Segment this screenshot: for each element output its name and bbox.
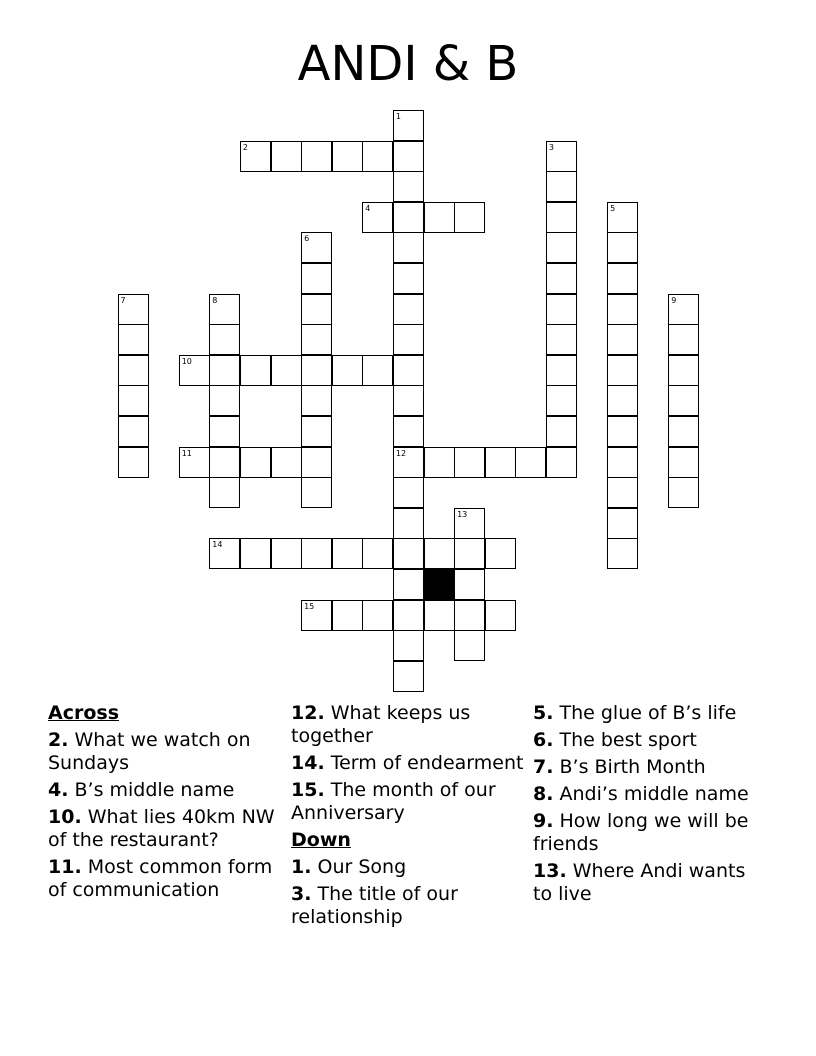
clue-column-2 <box>291 702 527 933</box>
clue-number-label: 7 <box>120 295 126 305</box>
grid-cell[interactable] <box>393 600 424 631</box>
grid-cell[interactable] <box>668 355 699 386</box>
grid-cell[interactable] <box>607 263 638 294</box>
grid-cell[interactable] <box>301 263 332 294</box>
grid-cell[interactable] <box>240 355 271 386</box>
grid-cell[interactable] <box>485 600 516 631</box>
grid-cell[interactable] <box>209 416 240 447</box>
grid-cell[interactable] <box>362 355 393 386</box>
grid-cell[interactable] <box>209 477 240 508</box>
clue-down-5: 5. The glue of B’s life <box>533 702 737 724</box>
grid-cell[interactable] <box>209 447 240 478</box>
grid-cell[interactable] <box>209 538 240 569</box>
grid-cell[interactable] <box>668 294 699 325</box>
grid-cell[interactable] <box>301 538 332 569</box>
grid-cell[interactable] <box>332 141 363 172</box>
grid-cell[interactable] <box>209 324 240 355</box>
grid-cell[interactable] <box>362 538 393 569</box>
grid-cell[interactable] <box>454 447 485 478</box>
grid-cell[interactable] <box>546 447 577 478</box>
clue-down-1: 1. Our Song <box>291 856 407 878</box>
grid-cell[interactable] <box>271 538 302 569</box>
grid-cell[interactable] <box>607 538 638 569</box>
grid-cell[interactable] <box>301 141 332 172</box>
clue-across-14: 14. Term of endearment <box>291 752 524 774</box>
grid-cell[interactable] <box>485 538 516 569</box>
grid-cell[interactable] <box>393 263 424 294</box>
grid-cell[interactable] <box>607 294 638 325</box>
grid-cell[interactable] <box>393 294 424 325</box>
grid-cell[interactable] <box>240 447 271 478</box>
clue-across-15: 15. The month of our Anniversary <box>291 779 496 824</box>
grid-cell[interactable] <box>209 355 240 386</box>
grid-cell[interactable] <box>607 232 638 263</box>
grid-cell[interactable] <box>393 538 424 569</box>
grid-cell[interactable] <box>607 355 638 386</box>
grid-cell[interactable] <box>546 294 577 325</box>
clue-column-1 <box>48 702 284 906</box>
grid-cell[interactable] <box>424 447 455 478</box>
grid-cell[interactable] <box>301 477 332 508</box>
grid-cell[interactable] <box>515 447 546 478</box>
grid-cell[interactable] <box>209 294 240 325</box>
clue-number-label: 3 <box>548 142 554 152</box>
clue-down-7: 7. B’s Birth Month <box>533 756 706 778</box>
grid-cell[interactable] <box>332 355 363 386</box>
grid-cell[interactable] <box>546 385 577 416</box>
grid-cell[interactable] <box>546 324 577 355</box>
grid-cell[interactable] <box>546 202 577 233</box>
clue-across-4: 4. B’s middle name <box>48 779 235 801</box>
grid-cell[interactable] <box>546 141 577 172</box>
grid-cell[interactable] <box>668 385 699 416</box>
grid-cell[interactable] <box>393 416 424 447</box>
grid-cell[interactable] <box>118 385 149 416</box>
clue-number-label: 12 <box>395 448 407 458</box>
grid-cell[interactable] <box>668 324 699 355</box>
grid-cell[interactable] <box>454 600 485 631</box>
grid-cell[interactable] <box>301 294 332 325</box>
grid-cell[interactable] <box>454 630 485 661</box>
clue-number-label: 4 <box>365 203 371 213</box>
grid-cell[interactable] <box>454 202 485 233</box>
grid-cell[interactable] <box>393 630 424 661</box>
clue-column-3 <box>533 702 769 910</box>
grid-cell[interactable] <box>393 569 424 600</box>
grid-cell[interactable] <box>607 477 638 508</box>
grid-cell[interactable] <box>454 538 485 569</box>
grid-cell[interactable] <box>301 600 332 631</box>
clue-number-label: 13 <box>457 509 468 519</box>
grid-cell[interactable] <box>607 416 638 447</box>
down-heading: Down <box>291 829 351 851</box>
grid-cell[interactable] <box>362 202 393 233</box>
grid-cell[interactable] <box>393 202 424 233</box>
clue-down-13: 13. Where Andi wants to live <box>533 860 746 905</box>
clue-across-11: 11. Most common form of communication <box>48 856 273 901</box>
clue-number-label: 2 <box>242 142 248 152</box>
grid-cell[interactable] <box>393 232 424 263</box>
grid-cell[interactable] <box>393 110 424 141</box>
grid-block <box>424 569 455 600</box>
grid-cell[interactable] <box>332 600 363 631</box>
grid-cell[interactable] <box>301 385 332 416</box>
grid-cell[interactable] <box>607 385 638 416</box>
clue-number-label: 1 <box>395 112 401 121</box>
grid-cell[interactable] <box>393 171 424 202</box>
grid-cell[interactable] <box>393 141 424 172</box>
grid-cell[interactable] <box>546 263 577 294</box>
grid-cell[interactable] <box>118 355 149 386</box>
grid-cell[interactable] <box>546 355 577 386</box>
grid-cell[interactable] <box>362 141 393 172</box>
grid-cell[interactable] <box>424 600 455 631</box>
grid-cell[interactable] <box>393 355 424 386</box>
grid-cell[interactable] <box>301 324 332 355</box>
grid-cell[interactable] <box>546 171 577 202</box>
grid-cell[interactable] <box>118 294 149 325</box>
grid-cell[interactable] <box>393 385 424 416</box>
clue-down-3: 3. The title of our relationship <box>291 883 458 928</box>
grid-cell[interactable] <box>485 447 516 478</box>
grid-cell[interactable] <box>118 324 149 355</box>
grid-cell[interactable] <box>424 202 455 233</box>
grid-cell[interactable] <box>271 141 302 172</box>
grid-cell[interactable] <box>179 447 210 478</box>
clue-down-9: 9. How long we will be friends <box>533 810 749 855</box>
clue-down-6: 6. The best sport <box>533 729 697 751</box>
grid-cell[interactable] <box>118 447 149 478</box>
grid-cell[interactable] <box>240 141 271 172</box>
grid-cell[interactable] <box>240 538 271 569</box>
clue-across-12: 12. What keeps us together <box>291 702 471 747</box>
grid-cell[interactable] <box>118 416 149 447</box>
grid-cell[interactable] <box>301 232 332 263</box>
grid-cell[interactable] <box>271 355 302 386</box>
grid-cell[interactable] <box>607 202 638 233</box>
grid-cell[interactable] <box>393 661 424 692</box>
grid-cell[interactable] <box>454 508 485 539</box>
grid-cell[interactable] <box>424 538 455 569</box>
grid-cell[interactable] <box>332 538 363 569</box>
grid-cell[interactable] <box>546 416 577 447</box>
page-title: ANDI & B <box>297 36 519 92</box>
grid-cell[interactable] <box>546 232 577 263</box>
grid-cell[interactable] <box>393 447 424 478</box>
grid-cell[interactable] <box>607 447 638 478</box>
grid-cell[interactable] <box>179 355 210 386</box>
grid-cell[interactable] <box>668 477 699 508</box>
clue-across-10: 10. What lies 40km NW of the restaurant? <box>48 806 275 851</box>
clue-number-label: 10 <box>181 356 192 366</box>
across-heading: Across <box>48 702 120 724</box>
grid-cell[interactable] <box>607 324 638 355</box>
clue-number-label: 5 <box>610 203 616 213</box>
grid-cell[interactable] <box>393 477 424 508</box>
clue-number-label: 14 <box>212 540 223 550</box>
clue-number-label: 9 <box>671 295 677 305</box>
grid-cell[interactable] <box>271 447 302 478</box>
clue-number-label: 15 <box>304 601 315 611</box>
grid-cell[interactable] <box>301 355 332 386</box>
grid-cell[interactable] <box>209 385 240 416</box>
clue-number-label: 8 <box>212 295 218 305</box>
grid-cell[interactable] <box>454 569 485 600</box>
clue-down-8: 8. Andi’s middle name <box>533 783 749 805</box>
clue-number-label: 6 <box>304 234 310 244</box>
grid-cell[interactable] <box>393 508 424 539</box>
clue-number-label: 11 <box>181 448 192 458</box>
grid-cell[interactable] <box>607 508 638 539</box>
grid-cell[interactable] <box>393 324 424 355</box>
grid-cell[interactable] <box>668 447 699 478</box>
grid-cell[interactable] <box>362 600 393 631</box>
grid-cell[interactable] <box>301 447 332 478</box>
clue-across-2: 2. What we watch on Sundays <box>48 729 251 774</box>
grid-cell[interactable] <box>301 416 332 447</box>
grid-cell[interactable] <box>668 416 699 447</box>
